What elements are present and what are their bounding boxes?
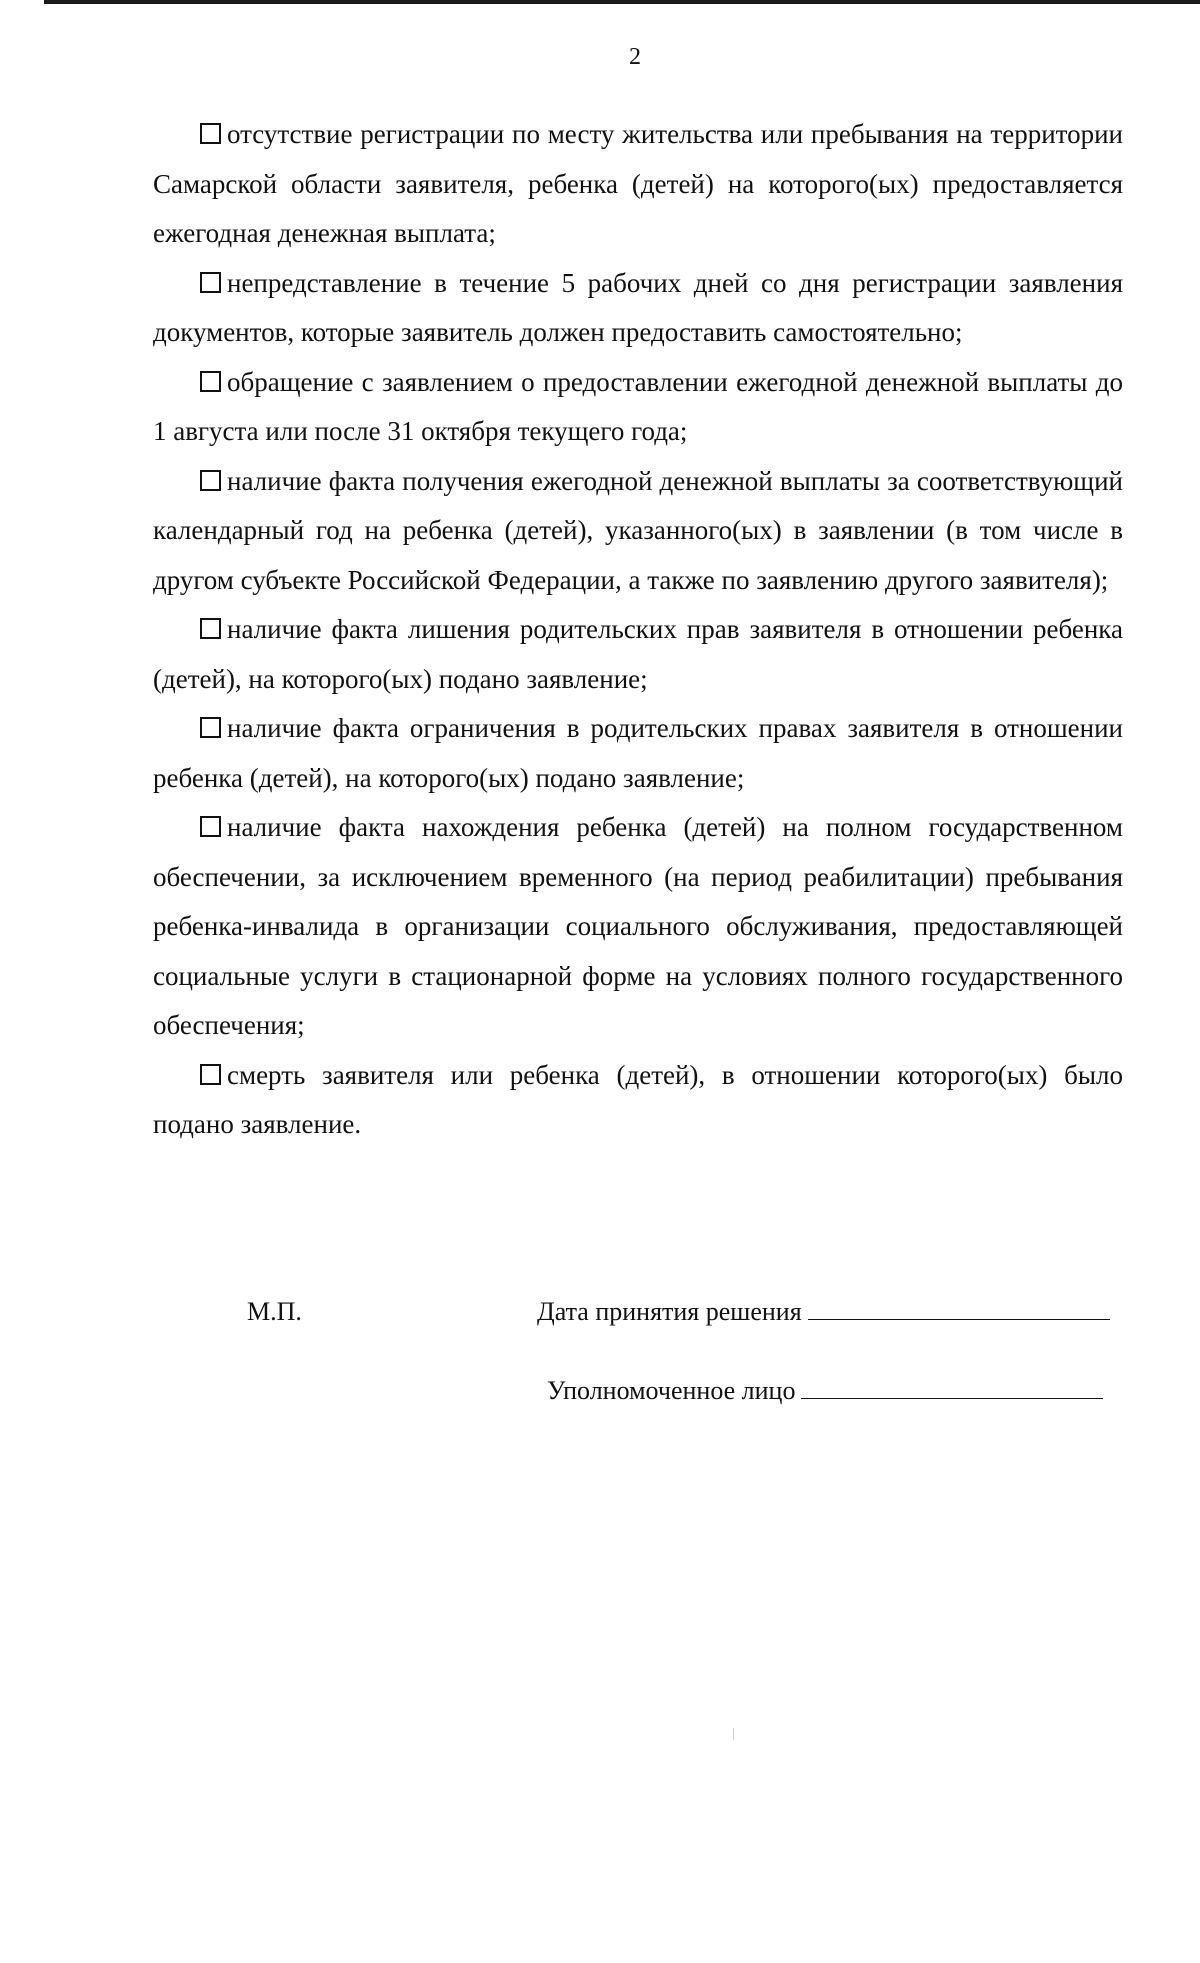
reason-text: смерть заявителя или ребенка (детей), в отношении которого(ых) было подано заявление.: [153, 1059, 1123, 1139]
decision-date-field[interactable]: [808, 1318, 1110, 1320]
reason-text: отсутствие регистрации по месту жительства или пребывания на территории Самарской области заявителя, ребенка (детей) на которого(ых) предоставляется ежегодная денежная выплата;: [153, 119, 1123, 248]
reason-text: наличие факта лишения родительских прав заявителя в отношении ребенка (детей), на которого(ых) подано заявление;: [153, 614, 1123, 694]
reason-text: наличие факта нахождения ребенка (детей) на полном государственном обеспечении, за исключением временного (на период реабилитации) пребывания ребенка-инвалида в организации социального обслуживания, предоставляющей социальные услуги в стационарной форме на условиях полного государственного обеспечения;: [153, 812, 1123, 1040]
top-border: [44, 0, 1200, 4]
decision-date-label: Дата принятия решения: [537, 1297, 802, 1326]
checkbox-icon[interactable]: [200, 470, 221, 491]
decision-date-row: [537, 1297, 1110, 1327]
reason-item: [153, 358, 1123, 457]
scan-artifact: [733, 1728, 734, 1740]
checkbox-icon[interactable]: [200, 1064, 221, 1085]
checkbox-icon[interactable]: [200, 618, 221, 639]
reason-item: [153, 605, 1123, 704]
reason-item: [153, 457, 1123, 606]
checkbox-icon[interactable]: [200, 717, 221, 738]
checkbox-icon[interactable]: [200, 816, 221, 837]
reasons-list: [153, 110, 1123, 1150]
reason-text: наличие факта получения ежегодной денежной выплаты за соответствующий календарный год на ребенка (детей), указанного(ых) в заявлении (в том числе в другом субъекте Российской Федерации, а также по заявлению другого заявителя);: [153, 465, 1123, 595]
checkbox-icon[interactable]: [200, 272, 221, 293]
checkbox-icon[interactable]: [200, 371, 221, 392]
reason-item: [153, 704, 1123, 803]
reason-text: наличие факта ограничения в родительских правах заявителя в отношении ребенка (детей), на которого(ых) подано заявление;: [153, 713, 1123, 793]
reason-item: [153, 259, 1123, 358]
authorized-person-field[interactable]: [801, 1397, 1103, 1399]
authorized-person-row: [547, 1376, 1103, 1406]
reason-item: [153, 110, 1123, 259]
page-number: 2: [629, 44, 641, 70]
reason-text: обращение с заявлением о предоставлении ежегодной денежной выплаты до 1 августа или после 31 октября текущего года;: [153, 366, 1123, 446]
reason-item: [153, 1051, 1123, 1150]
authorized-person-label: Уполномоченное лицо: [547, 1376, 796, 1405]
checkbox-icon[interactable]: [200, 123, 221, 144]
reason-item: [153, 803, 1123, 1051]
seal-label: М.П.: [247, 1297, 302, 1326]
reason-text: непредставление в течение 5 рабочих дней со дня регистрации заявления документов, которые заявитель должен предоставить самостоятельно;: [153, 267, 1123, 347]
